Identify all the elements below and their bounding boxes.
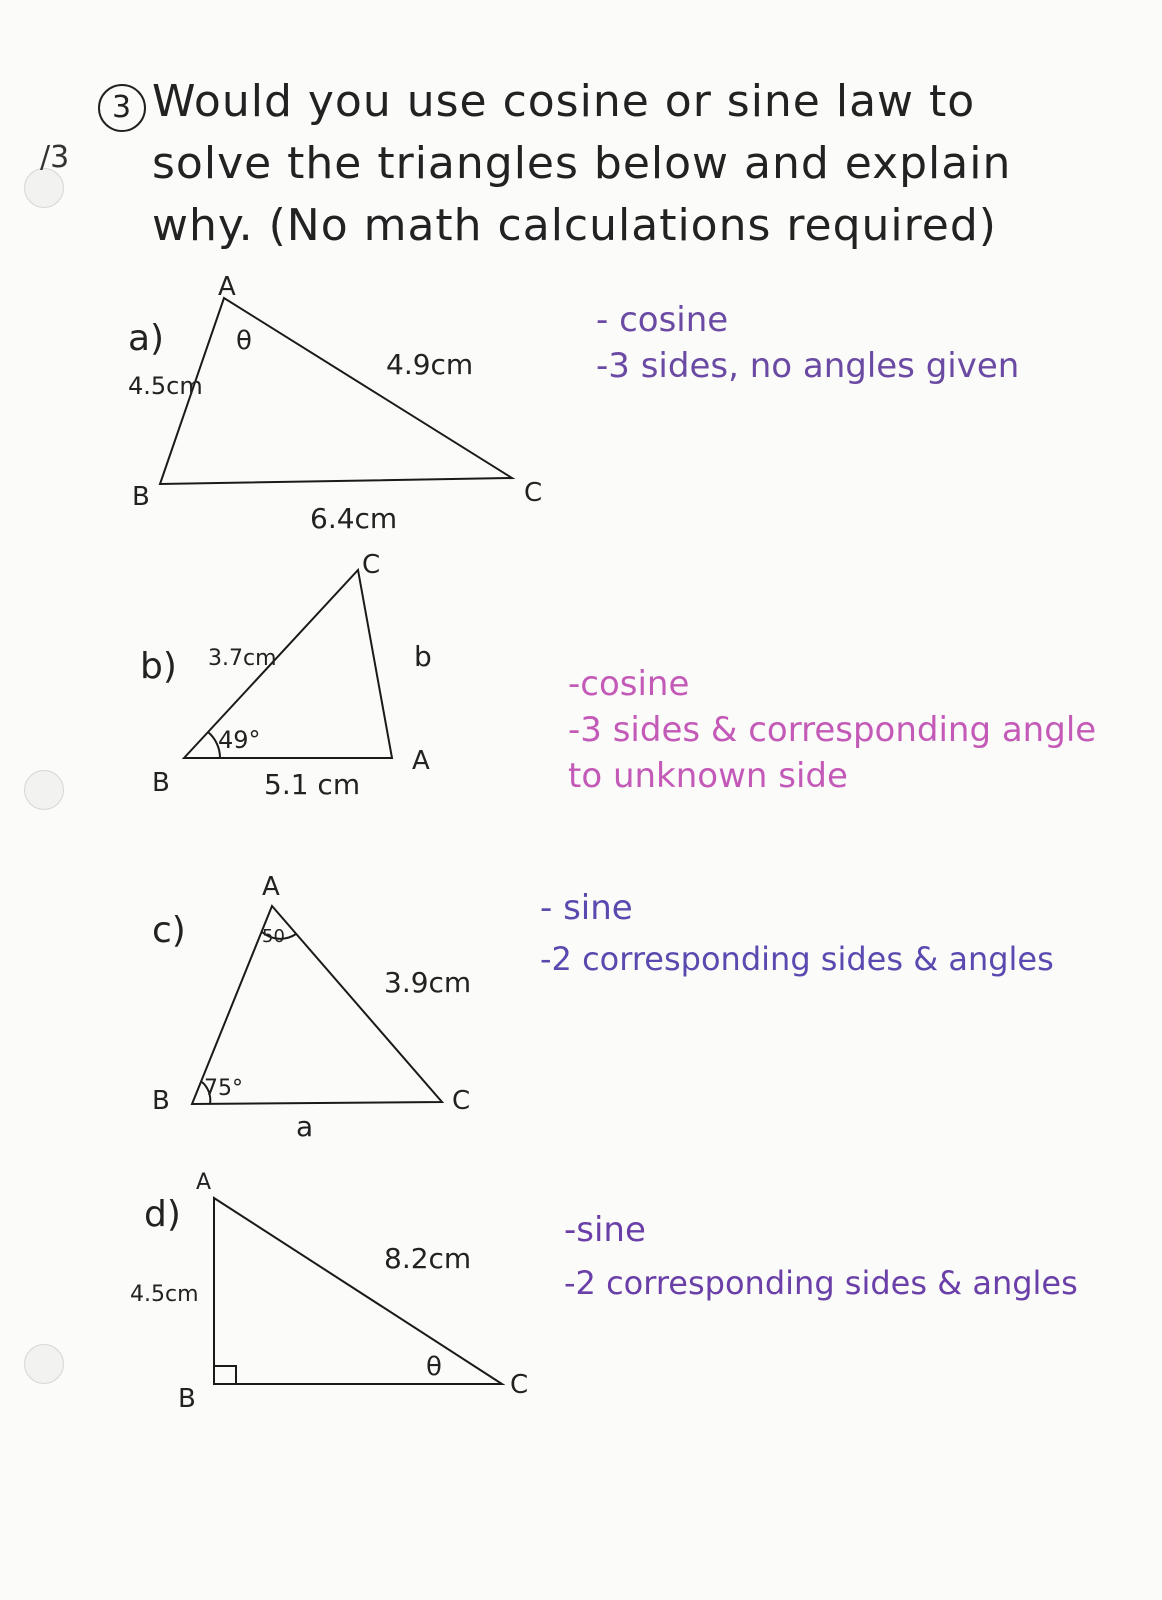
part-d-vertex-c: C: [510, 1370, 529, 1400]
part-a-angle-mark: θ: [236, 326, 252, 356]
part-b-answer-line-2: -3 sides & corresponding angle: [568, 710, 1097, 750]
part-a-vertex-c: C: [524, 478, 543, 508]
right-angle-mark-d: [214, 1366, 236, 1384]
part-c-angle-b: 75°: [204, 1076, 243, 1101]
question-line-3: why. (No math calculations required): [152, 200, 997, 251]
part-c-vertex-a: A: [262, 872, 280, 902]
part-d-answer-line-1: -sine: [564, 1210, 646, 1250]
part-c-answer-line-1: - sine: [540, 888, 633, 928]
part-a-side-ab: 4.5cm: [128, 372, 203, 400]
part-b-label: b): [140, 646, 177, 687]
part-b-answer-line-1: -cosine: [568, 664, 690, 704]
part-d-label: d): [144, 1194, 181, 1235]
part-a-vertex-a: A: [218, 272, 236, 302]
part-c-vertex-b: B: [152, 1086, 170, 1116]
part-a-side-ac: 4.9cm: [386, 348, 474, 381]
part-b-angle-b: 49°: [218, 726, 261, 754]
part-d-angle-mark: θ: [426, 1352, 442, 1382]
triangle-c: [192, 906, 442, 1104]
question-line-2: solve the triangles below and explain: [152, 138, 1012, 189]
part-a-side-bc: 6.4cm: [310, 502, 398, 535]
part-b-vertex-a: A: [412, 746, 430, 776]
triangle-a: [160, 298, 512, 484]
score-mark: /3: [40, 140, 70, 175]
part-c-side-bc: a: [296, 1110, 314, 1143]
question-line-1: Would you use cosine or sine law to: [152, 76, 976, 127]
question-number: 3: [111, 90, 133, 125]
part-a-label: a): [128, 318, 165, 359]
part-c-label: c): [152, 910, 186, 951]
part-d-vertex-b: B: [178, 1384, 196, 1414]
part-b-side-ba: 5.1 cm: [264, 768, 361, 801]
part-d-side-ac: 8.2cm: [384, 1242, 472, 1275]
part-d-vertex-a: A: [196, 1170, 212, 1195]
part-c-angle-a: 50: [262, 926, 285, 947]
part-a-answer-line-1: - cosine: [596, 300, 729, 340]
part-a-answer-line-2: -3 sides, no angles given: [596, 346, 1020, 386]
part-b-vertex-b: B: [152, 768, 170, 798]
part-d-side-ab: 4.5cm: [130, 1282, 199, 1307]
part-d-answer-line-2: -2 corresponding sides & angles: [564, 1264, 1078, 1302]
part-c-side-ac: 3.9cm: [384, 966, 472, 999]
part-a-vertex-b: B: [132, 482, 150, 512]
part-c-answer-line-2: -2 corresponding sides & angles: [540, 940, 1054, 978]
part-b-answer-line-3: to unknown side: [568, 756, 848, 796]
part-c-vertex-c: C: [452, 1086, 471, 1116]
part-b-vertex-c: C: [362, 550, 381, 580]
triangle-d: [214, 1198, 502, 1384]
part-b-side-ca: b: [414, 640, 432, 673]
part-b-side-bc: 3.7cm: [208, 646, 277, 671]
